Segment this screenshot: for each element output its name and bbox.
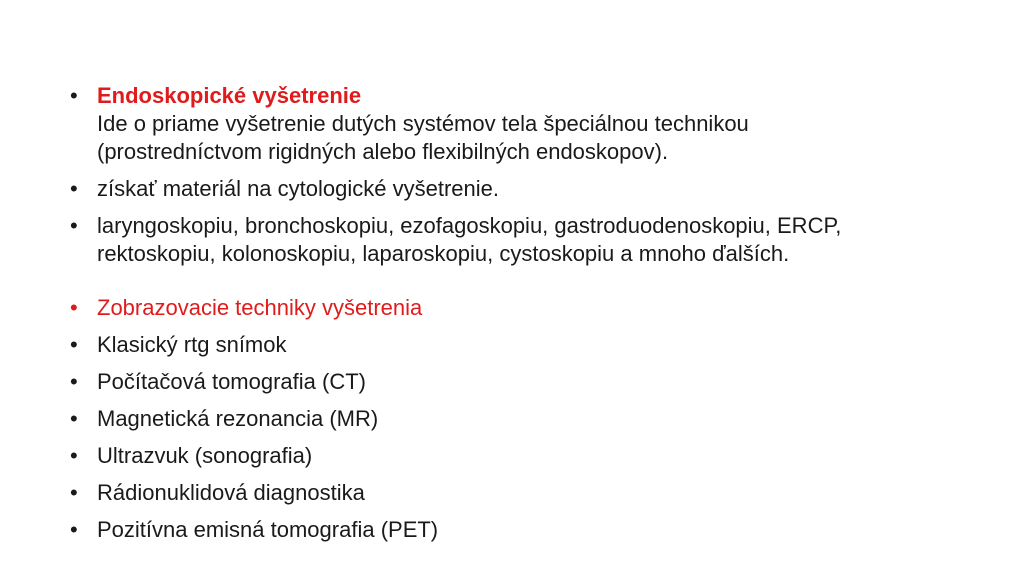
list-item bbox=[70, 479, 970, 507]
list-item bbox=[70, 516, 970, 544]
bullet-icon: • bbox=[70, 295, 78, 320]
list-item-text: Počítačová tomografia (CT) bbox=[97, 369, 366, 394]
bullet-icon: • bbox=[70, 332, 78, 357]
section-heading-imaging: Zobrazovacie techniky vyšetrenia bbox=[97, 295, 423, 320]
list-item-text: Magnetická rezonancia (MR) bbox=[97, 406, 379, 431]
bullet-icon: • bbox=[70, 443, 78, 468]
endoscopy-description-line-2: (prostredníctvom rigidných alebo flexibilných endoskopov). bbox=[97, 139, 669, 164]
bullet-icon: • bbox=[70, 176, 78, 201]
list-item-text: Klasický rtg snímok bbox=[97, 332, 287, 357]
list-item-endoscopy bbox=[70, 82, 970, 166]
list-item bbox=[70, 405, 970, 433]
list-item-imaging bbox=[70, 294, 970, 322]
bullet-icon: • bbox=[70, 480, 78, 505]
bullet-icon: • bbox=[70, 369, 78, 394]
list-item bbox=[70, 368, 970, 396]
endoscopy-description-line-1: Ide o priame vyšetrenie dutých systémov tela špeciálnou technikou bbox=[97, 111, 749, 136]
bullet-icon: • bbox=[70, 517, 78, 542]
list-item-text: získať materiál na cytologické vyšetrenie. bbox=[97, 176, 499, 201]
list-item-text: Ultrazvuk (sonografia) bbox=[97, 443, 313, 468]
section-heading-endoscopy: Endoskopické vyšetrenie bbox=[97, 83, 362, 108]
list-item bbox=[70, 442, 970, 470]
list-item-text: Rádionuklidová diagnostika bbox=[97, 480, 365, 505]
list-item bbox=[70, 212, 970, 268]
bullet-icon: • bbox=[70, 83, 78, 108]
bullet-list bbox=[70, 82, 970, 553]
bullet-icon: • bbox=[70, 213, 78, 238]
list-item-text: laryngoskopiu, bronchoskopiu, ezofagoskopiu, gastroduodenoskopiu, ERCP, bbox=[97, 213, 842, 238]
list-item-text: Pozitívna emisná tomografia (PET) bbox=[97, 517, 439, 542]
list-item bbox=[70, 331, 970, 359]
bullet-icon: • bbox=[70, 406, 78, 431]
list-item bbox=[70, 175, 970, 203]
list-item-text: rektoskopiu, kolonoskopiu, laparoskopiu, cystoskopiu a mnoho ďalších. bbox=[97, 241, 790, 266]
